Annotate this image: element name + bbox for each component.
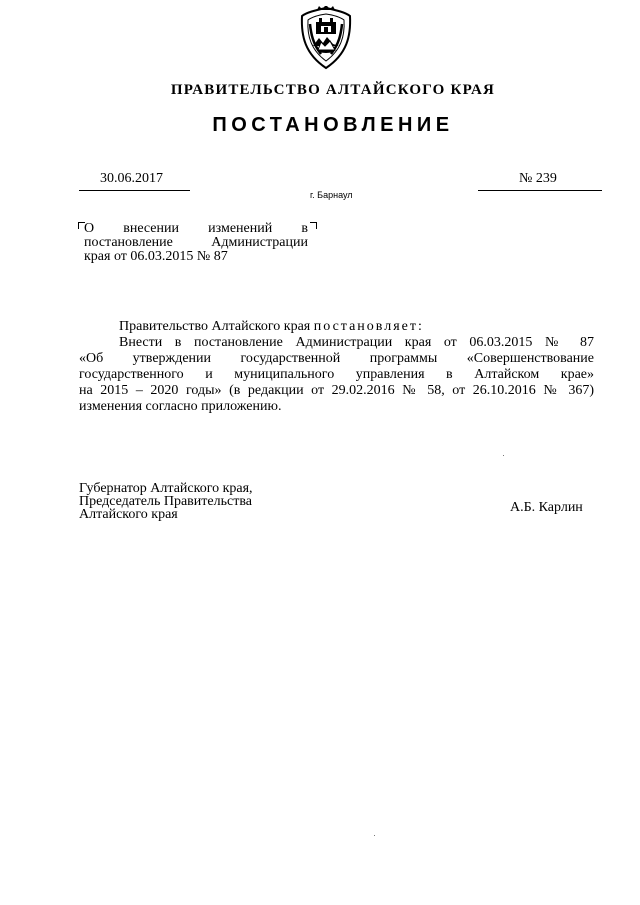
subject-line: постановление Администрации — [84, 235, 308, 250]
intro-line — [79, 319, 594, 335]
document-number: № 239 — [519, 171, 557, 186]
number-field — [478, 173, 602, 191]
scan-speck — [374, 835, 375, 836]
position-line: Алтайского края — [79, 507, 178, 522]
body-line: государственного и муниципального управления в Алтайском крае» — [79, 367, 594, 382]
position-line: Председатель Правительства — [79, 494, 252, 509]
subject-bracket-right — [310, 222, 317, 229]
intro-prefix: Правительство Алтайского края — [119, 319, 311, 334]
body-line: на 2015 – 2020 годы» (в редакции от 29.02.2016 № 58, от 26.10.2016 № 367) — [79, 383, 594, 398]
intro-verb: постановляет: — [313, 319, 424, 334]
body-line: изменения согласно приложению. — [79, 399, 282, 414]
body-line: Внести в постановление Администрации края от 06.03.2015 № 87 — [119, 335, 594, 350]
document-date: 30.06.2017 — [100, 171, 163, 186]
subject-line: О внесении изменений в — [84, 221, 308, 236]
position-line: Губернатор Алтайского края, — [79, 481, 253, 496]
body-line: «Об утверждении государственной программы «Совершенствование — [79, 351, 594, 366]
resolution-body — [79, 319, 594, 415]
signatory-position — [79, 482, 253, 521]
subject-block — [84, 222, 308, 264]
altai-krai-coat-of-arms-icon — [299, 6, 353, 70]
document-type-title: ПОСТАНОВЛЕНИЕ — [212, 114, 454, 136]
date-field — [79, 173, 190, 191]
government-title: ПРАВИТЕЛЬСТВО АЛТАЙСКОГО КРАЯ — [170, 82, 496, 98]
signatory-name: А.Б. Карлин — [510, 500, 583, 515]
subject-line: края от 06.03.2015 № 87 — [84, 249, 228, 264]
scan-speck — [503, 455, 504, 456]
city-label: г. Барнаул — [310, 190, 353, 200]
